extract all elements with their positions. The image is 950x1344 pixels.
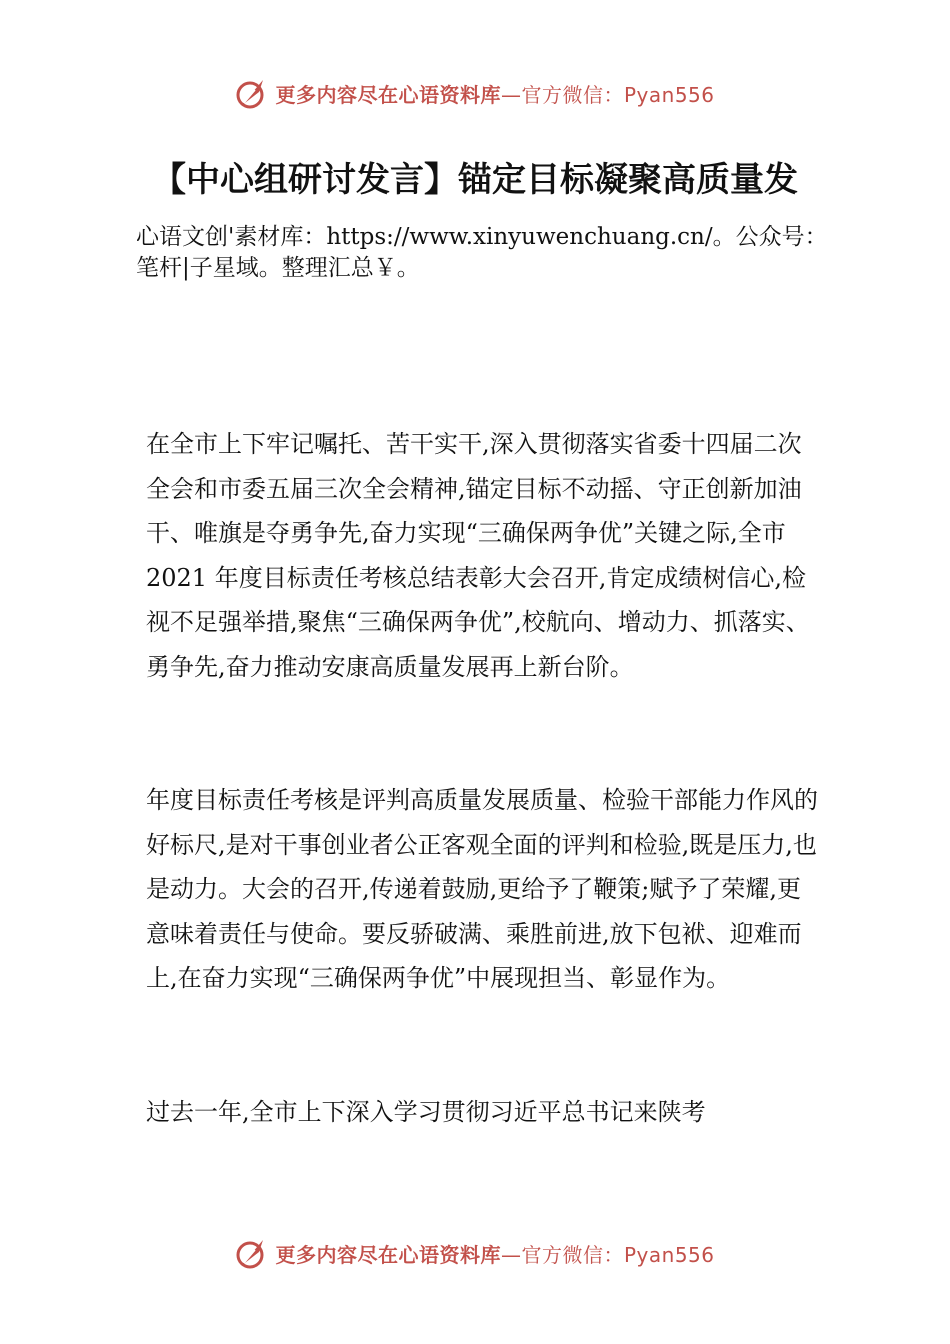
watermark-text [275,79,714,108]
watermark-dash: — [500,82,522,107]
document-title: 【中心组研讨发言】锚定目标凝聚高质量发 [152,160,798,200]
paragraph-3: 过去一年,全市上下深入学习贯彻习近平总书记来陕考 [146,1098,706,1126]
watermark-main: 更多内容尽在心语资料库 [275,82,501,107]
watermark-wechat-id: Pyan556 [623,82,715,107]
watermark-official: 官方微信： [521,1242,624,1267]
watermark-dash: — [500,1242,522,1267]
header-watermark [0,73,950,113]
paragraph-2: 年度目标责任考核是评判高质量发展质量、检验干部能力作风的好标尺,是对干事创业者公正客观全面的评判和检验,既是压力,也是动力。大会的召开,传递着鼓励,更给予了鞭策;赋予了荣耀,更意味着责任与使命。要反骄破满、乘胜前进,放下包袱、迎难而上,在奋力实现“三确保两争优”中展现担当、彰显作为。 [146,786,818,993]
quill-logo-icon [235,1236,269,1270]
watermark-official: 官方微信： [521,82,624,107]
quill-logo-icon [235,76,269,110]
watermark-text [275,1239,714,1268]
watermark-wechat-id: Pyan556 [623,1242,715,1267]
footer-watermark [0,1233,950,1273]
source-line: 心语文创'素材库：https://www.xinyuwenchuang.cn/。公众号：笔杆|子星域。整理汇总￥。 [136,224,828,281]
paragraph-1: 在全市上下牢记嘱托、苦干实干,深入贯彻落实省委十四届二次全会和市委五届三次全会精神,锚定目标不动摇、守正创新加油干、唯旗是夺勇争先,奋力实现“三确保两争优”关键之际,全市 2021 年度目标责任考核总结表彰大会召开,肯定成绩树信心,检视不足强举措,聚焦“三确保两争优”,校航向、增动力、抓落实、勇争先,奋力推动安康高质量发展再上新台阶。 [146,430,810,681]
watermark-main: 更多内容尽在心语资料库 [275,1242,501,1267]
